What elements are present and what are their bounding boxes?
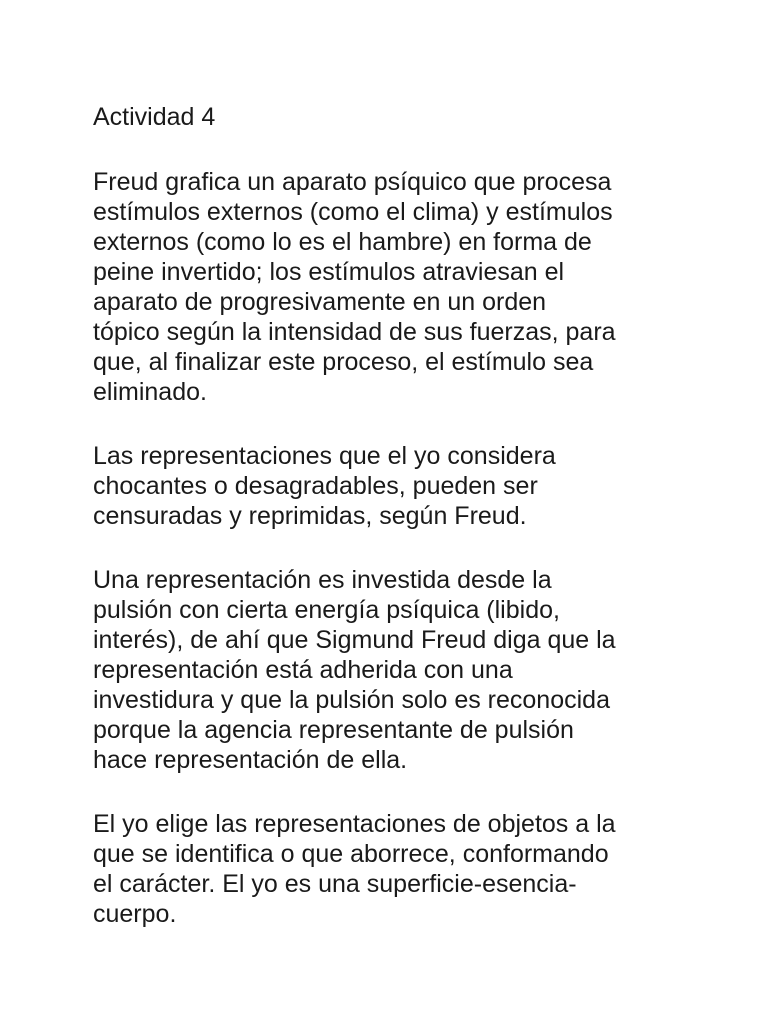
- document-body: [93, 102, 683, 929]
- paragraph-yo-caracter: El yo elige las representaciones de objetos a la que se identifica o que aborrece, conformando el carácter. El yo es una superficie-esencia- cuerpo.: [93, 810, 616, 928]
- paragraph-aparato-psiquico: Freud grafica un aparato psíquico que procesa estímulos externos (como el clima) y estímulos externos (como lo es el hambre) en forma de peine invertido; los estímulos atraviesan el aparato de progresivamente en un orden tópico según la intensidad de sus fuerzas, para que, al finalizar este proceso, el estímulo sea eliminado.: [93, 168, 616, 406]
- document-title: Actividad 4: [93, 103, 216, 131]
- paragraph-representacion-investida: Una representación es investida desde la pulsión con cierta energía psíquica (libido, interés), de ahí que Sigmund Freud diga que la representación está adherida con una investidura y que la pulsión solo es reconocida porque la agencia representante de pulsión hace representación de ella.: [93, 566, 616, 774]
- paragraph-representaciones-censuradas: Las representaciones que el yo considera chocantes o desagradables, pueden ser censuradas y reprimidas, según Freud.: [93, 442, 556, 530]
